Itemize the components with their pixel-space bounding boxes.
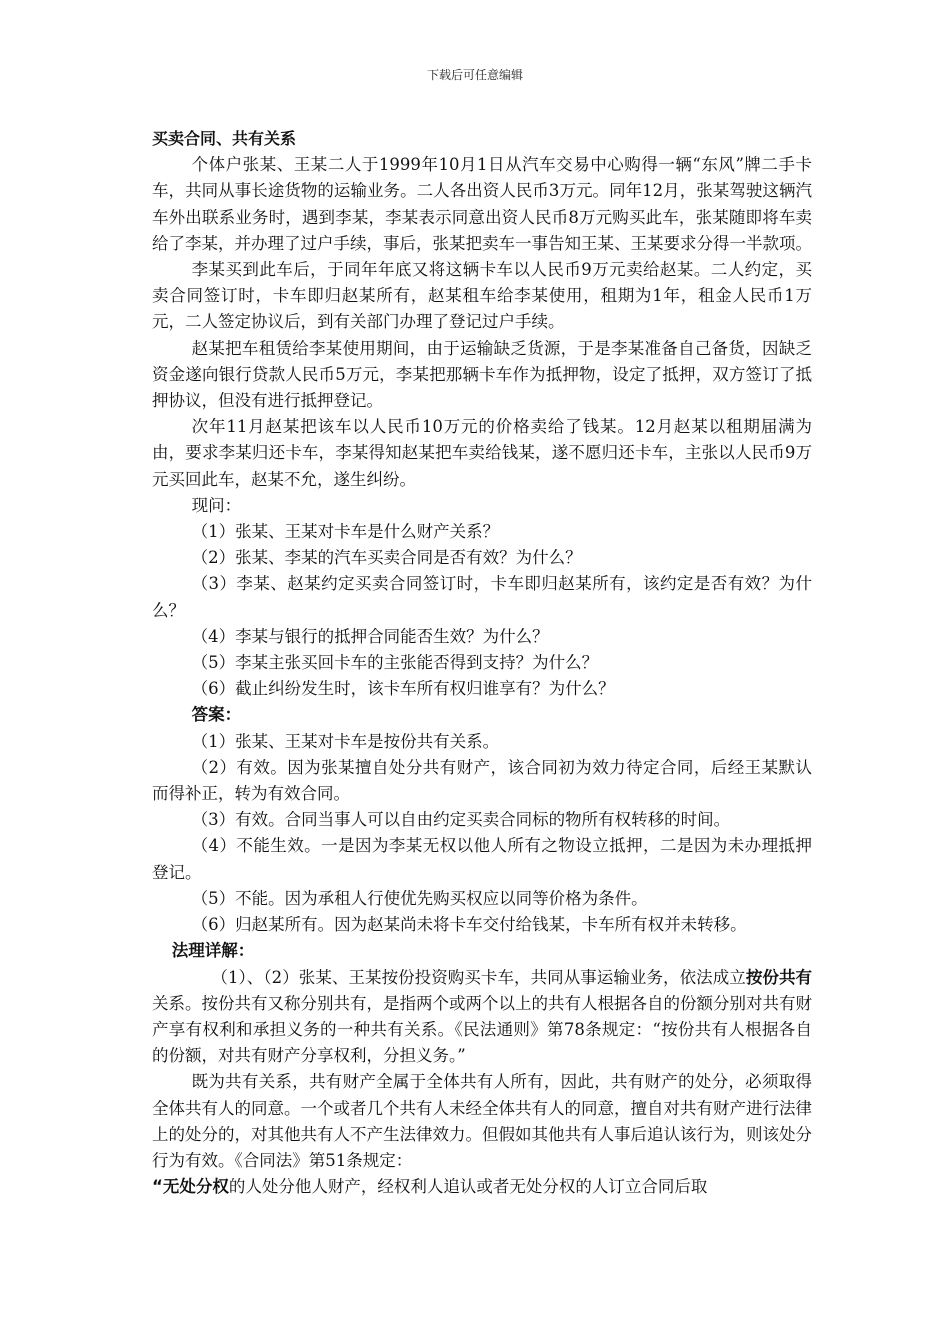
law-paragraph-1 (152, 965, 812, 1070)
law-term-shared-ownership: 按份共有 (745, 967, 812, 987)
answer-6: （6）归赵某所有。因为赵某尚未将卡车交付给钱某，卡车所有权并未转移。 (191, 915, 747, 935)
question-1: （1）张某、王某对卡车是什么财产关系？ (191, 522, 500, 542)
law-paragraph-3-rest: 的人处分他人财产，经权利人追认或者无处分权的人订立合同后取 (228, 1177, 708, 1197)
case-paragraph-3: 赵某把车租赁给李某使用期间，由于运输缺乏货源，于是李某准备自己备货，因缺乏资金遂向银行贷款人民币5万元，李某把那辆卡车作为抵押物，设定了抵押，双方签订了抵押协议，但没有进行抵押登记。 (152, 338, 812, 411)
document-title: 买卖合同、共有关系 (152, 129, 297, 148)
law-paragraph-1-lead: （1）、（2）张某、王某按份投资购买卡车，共同从事运输业务，依法成立 (211, 967, 746, 987)
answer-1: （1）张某、王某对卡车是按份共有关系。 (191, 731, 500, 751)
question-label: 现问： (191, 495, 242, 515)
case-paragraph-2: 李某买到此车后，于同年年底又将这辆卡车以人民币9万元卖给赵某。二人约定，买卖合同签订时，卡车即归赵某所有，赵某租车给李某使用，租期为1年，租金人民币1万元，二人签定协议后，到有关部门办理了登记过户手续。 (152, 260, 812, 332)
question-4: （4）李某与银行的抵押合同能否生效？为什么？ (191, 626, 549, 646)
question-5: （5）李某主张买回卡车的主张能否得到支持？为什么？ (191, 653, 599, 673)
question-2: （2）张某、李某的汽车买卖合同是否有效？为什么？ (191, 548, 582, 568)
page-header: 下载后可任意编辑 (426, 68, 523, 82)
law-explanation-label: 法理详解： (171, 941, 255, 961)
law-paragraph-1-rest: 关系。按份共有又称分别共有，是指两个或两个以上的共有人根据各自的份额分别对共有财产享有权利和承担义务的一种共有关系。《民法通则》第78条规定：“按份共有人根据各自的份额，对共有财产分享权利，分担义务。” (152, 993, 812, 1066)
law-paragraph-2: 既为共有关系，共有财产全属于全体共有人所有，因此，共有财产的处分，必须取得全体共有人的同意。一个或者几个共有人未经全体共有人的同意，擅自对共有财产进行法律上的处分的，对其他共有人不产生法律效力。但假如其他共有人事后追认该行为，则该处分行为有效。《合同法》第51条规定： (152, 1072, 812, 1170)
law-paragraph-3 (152, 1174, 812, 1200)
answer-2: （2）有效。因为张某擅自处分共有财产，该合同初为效力待定合同，后经王某默认而得补正，转为有效合同。 (152, 757, 812, 804)
case-paragraph-1: 个体户张某、王某二人于1999年10月1日从汽车交易中心购得一辆“东风”牌二手卡车，共同从事长途货物的运输业务。二人各出资人民币3万元。同年12月，张某驾驶这辆汽车外出联系业务时，遇到李某，李某表示同意出资人民币8万元购买此车，张某随即将车卖给了李某，并办理了过户手续，事后，张某把卖车一事告知王某、王某要求分得一半款项。 (152, 155, 812, 253)
question-6: （6）截止纠纷发生时，该卡车所有权归谁享有？为什么？ (191, 679, 615, 699)
answer-label: 答案： (191, 705, 242, 725)
law-term-no-disposal-right: “无处分权 (152, 1177, 229, 1197)
answer-3: （3）有效。合同当事人可以自由约定买卖合同标的物所有权转移的时间。 (191, 810, 731, 830)
question-3: （3）李某、赵某约定买卖合同签订时，卡车即归赵某所有，该约定是否有效？为什么？ (152, 574, 812, 620)
answer-4: （4）不能生效。一是因为李某无权以他人所有之物设立抵押，二是因为未办理抵押登记。 (152, 836, 812, 882)
document-body (152, 126, 812, 1200)
answer-5: （5）不能。因为承租人行使优先购买权应以同等价格为条件。 (191, 888, 648, 908)
case-paragraph-4: 次年11月赵某把该车以人民币10万元的价格卖给了钱某。12月赵某以租期届满为由，要求李某归还卡车，李某得知赵某把车卖给钱某，遂不愿归还卡车，主张以人民币9万元买回此车，赵某不允，遂生纠纷。 (152, 417, 812, 489)
